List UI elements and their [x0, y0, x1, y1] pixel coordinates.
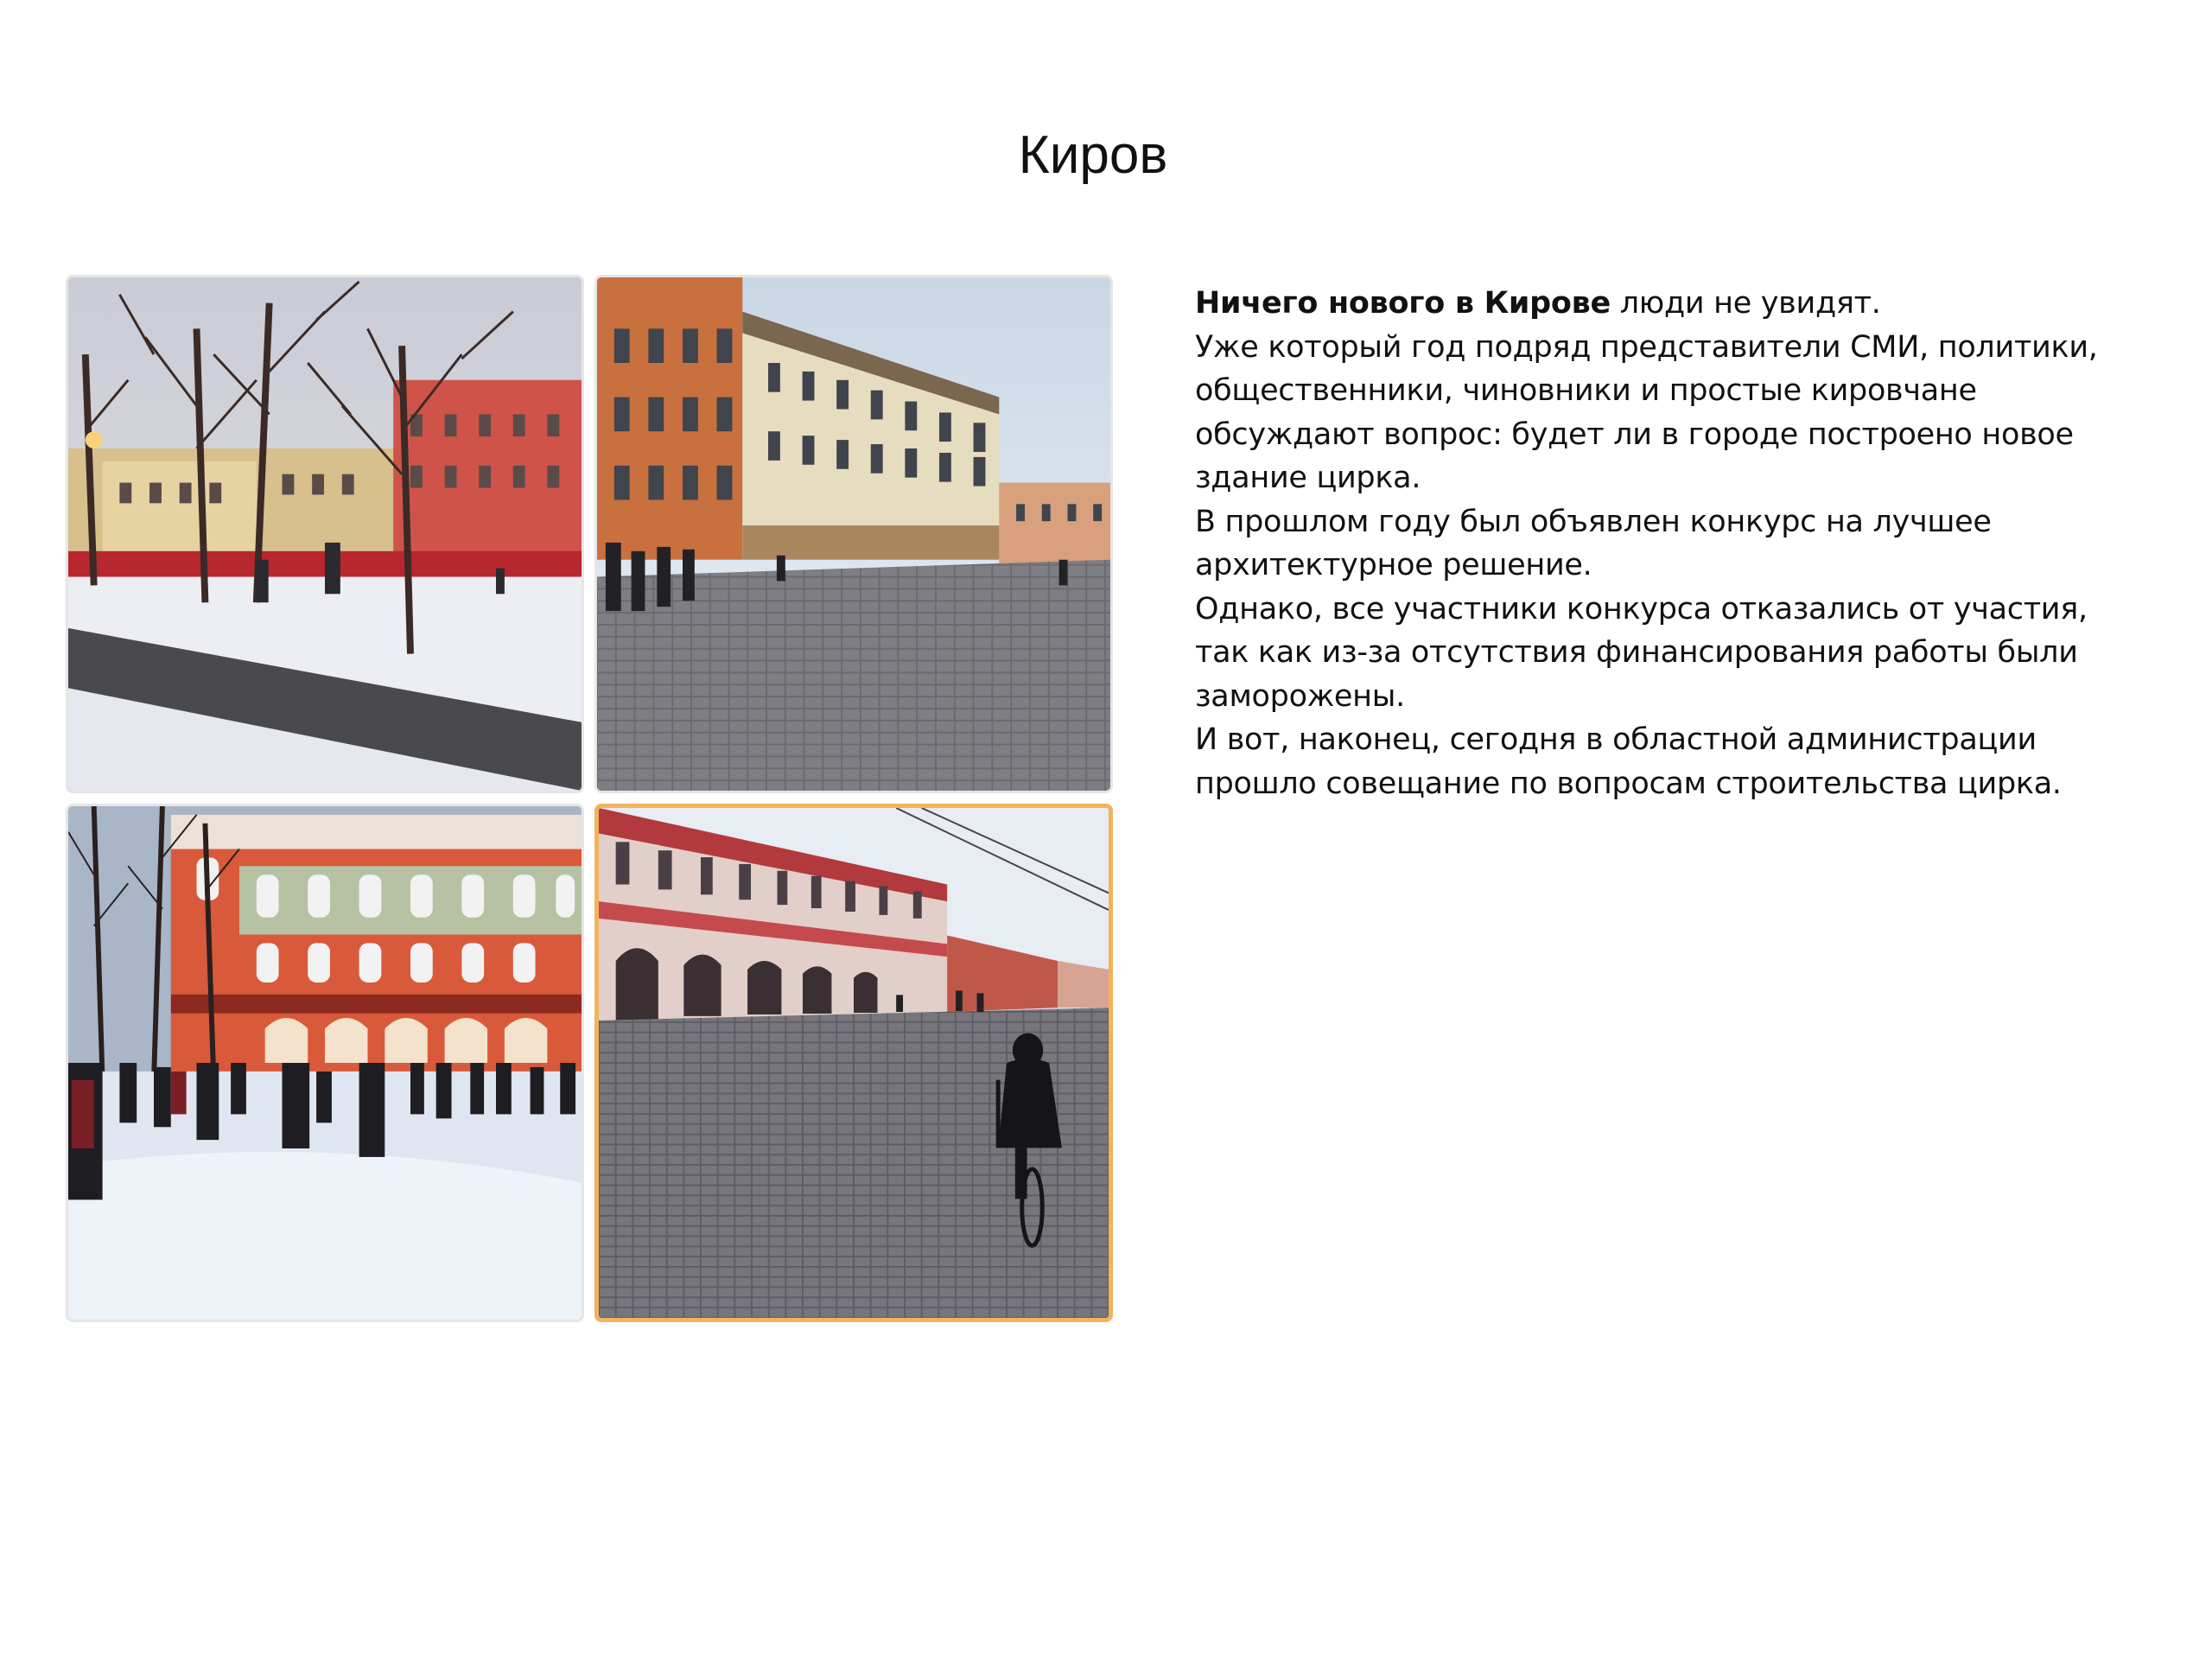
winter-square-image: [68, 277, 582, 791]
article-text: [1195, 282, 2111, 805]
article-lead-rest: люди не увидят.: [1610, 286, 1881, 321]
red-building-crowd-image: [68, 806, 582, 1320]
article-lead-bold: Ничего нового в Кирове: [1195, 286, 1611, 321]
article-paragraph: Уже который год подряд представители СМИ, политики, общественники, чиновники и простые кировчане обсуждают вопрос: будет ли в городе построено новое здание цирка.: [1195, 329, 2098, 495]
street-cyclist-image: [599, 808, 1109, 1318]
gallery-image-red-building-crowd[interactable]: [66, 804, 584, 1322]
page-title: Киров: [1018, 125, 1168, 185]
article-lead: [1195, 282, 2111, 326]
gallery-image-winter-square[interactable]: [66, 275, 584, 793]
article-paragraph: В прошлом году был объявлен конкурс на лучшее архитектурное решение.: [1195, 504, 1992, 582]
gallery-image-street-cyclist[interactable]: [594, 804, 1113, 1322]
article-paragraph: Однако, все участники конкурса отказались от участия, так как из-за отсутствия финансирования работы были заморожены.: [1195, 591, 2088, 714]
image-gallery: [66, 275, 1120, 1329]
gallery-image-cobblestone-square[interactable]: [594, 275, 1113, 793]
article-paragraph: И вот, наконец, сегодня в областной администрации прошло совещание по вопросам строительства цирка.: [1195, 722, 2062, 801]
cobblestone-square-image: [597, 277, 1110, 791]
